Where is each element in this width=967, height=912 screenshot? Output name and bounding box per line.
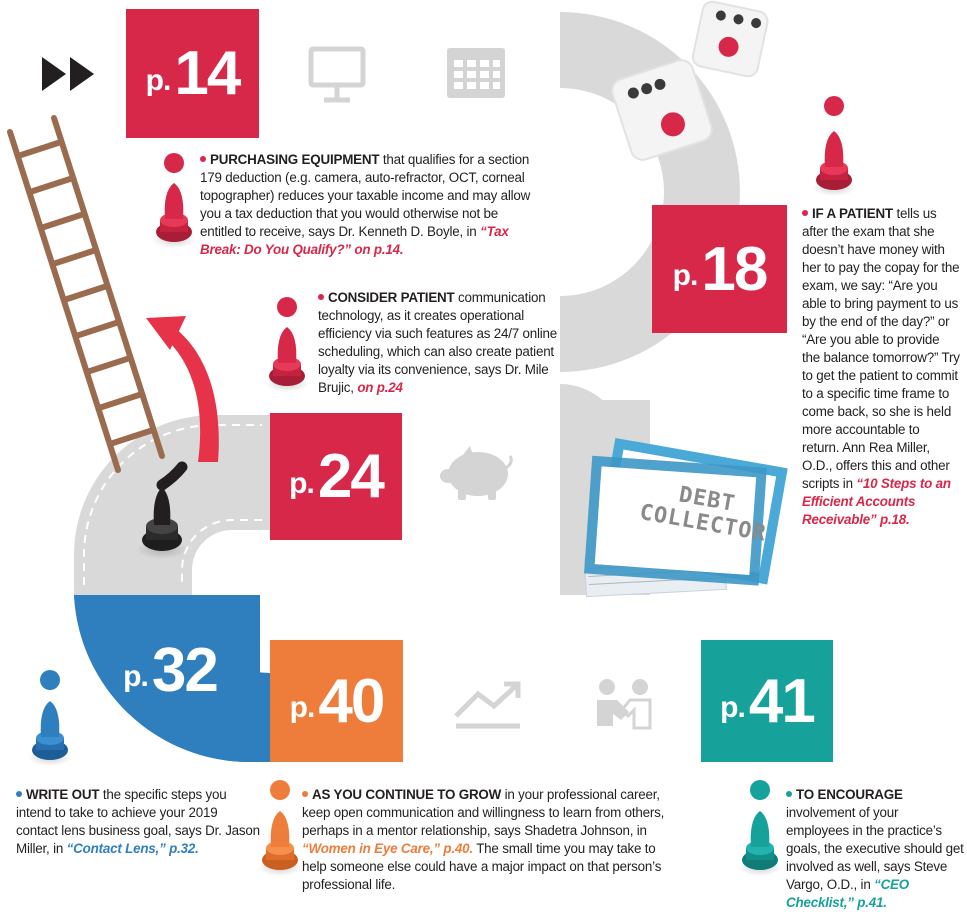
pawn-red-2 <box>265 297 309 392</box>
ref-if-a-patient: “10 Steps to an Efficient Accounts Receivable” p.18. <box>802 476 951 527</box>
lead-if-a-patient: IF A PATIENT <box>812 206 893 221</box>
ref-continue-to-grow: “Women in Eye Care,” p.40. <box>302 841 473 856</box>
bullet-teal <box>786 791 792 797</box>
calendar-icon <box>447 48 505 98</box>
trend-up-icon <box>456 684 520 726</box>
dice-icon <box>609 0 769 163</box>
ref-consider-patient: on p.24 <box>357 380 403 395</box>
bullet-red <box>200 156 206 162</box>
body-consider-patient: communication technology, as it creates operational efficiency via such features as 24/7 online scheduling, which can also create patient loyalty via its convenience, says Dr. Mile Brujic, <box>318 290 558 395</box>
block-to-encourage <box>786 786 964 912</box>
body-write-out: the specific steps you intend to take to achieve your 2019 contact lens business goal, says Dr. Jason Miller, in <box>16 787 260 856</box>
tile-p40-number: 40 <box>318 666 384 736</box>
body-if-a-patient: tells us after the exam that she doesn’t have money with her to pay the copay for the exam, we say: “Are you able to bring payment to us by the end of the day?” or “Are you able to provide the balance tomorrow?” Try to get the patient to commit to a specific time frame to come back, so she is held more accountable to return. Ann Rea Miller, O.D., offers this and other scripts in <box>802 206 960 491</box>
tile-p14 <box>126 9 259 138</box>
tile-p18-number: 18 <box>701 234 767 304</box>
lead-consider-patient: CONSIDER PATIENT <box>328 290 455 305</box>
block-purchasing-equipment <box>200 151 540 259</box>
pawn-red-1 <box>152 153 196 248</box>
ladder-icon <box>10 118 162 470</box>
pawn-blue <box>28 670 72 766</box>
tile-p41-prefix: p. <box>720 691 745 724</box>
tile-p14-prefix: p. <box>145 63 171 97</box>
tile-p32 <box>100 610 240 730</box>
bullet-orange <box>302 791 308 797</box>
block-consider-patient <box>318 289 558 397</box>
tile-p24 <box>270 413 402 540</box>
ref-to-encourage: “CEO Checklist,” p.41. <box>786 877 910 910</box>
tile-p40-prefix: p. <box>289 691 315 724</box>
tile-p32-prefix: p. <box>123 660 148 693</box>
debt-collector-label: DEBT COLLECTOR <box>637 482 769 547</box>
tile-p18 <box>652 205 787 333</box>
block-continue-to-grow <box>302 786 680 894</box>
tile-p40 <box>270 640 403 762</box>
body-purchasing-equipment: that qualifies for a section 179 deduction (e.g. camera, auto-refractor, OCT, corneal topographer) reduces your taxable income and may allow you a tax deduction that you would otherwise not be entitled to receive, says Dr. Kenneth D. Boyle, in <box>200 152 531 239</box>
tile-p24-number: 24 <box>317 442 383 511</box>
block-write-out <box>16 786 261 858</box>
tile-p32-number: 32 <box>151 635 217 705</box>
board-path-left-corner <box>74 415 270 595</box>
tile-p41 <box>701 640 833 762</box>
pawn-orange <box>258 780 302 876</box>
ref-write-out: “Contact Lens,” p.32. <box>66 841 199 856</box>
piggy-bank-icon <box>440 446 511 500</box>
tile-p24-prefix: p. <box>289 466 314 500</box>
handshake-icon <box>597 679 650 728</box>
body-to-encourage: involvement of your employees in the practice’s goals, the executive should get involved as well, says Steve Vargo, O.D., in <box>786 805 964 892</box>
tail-continue-to-grow: The small time you may take to help someone else could have a major impact on that person’s professional life. <box>302 841 662 892</box>
lead-purchasing-equipment: PURCHASING EQUIPMENT <box>210 152 380 167</box>
lead-to-encourage: TO ENCOURAGE <box>796 787 903 802</box>
tile-p18-prefix: p. <box>672 259 698 292</box>
ref-purchasing-equipment: “Tax Break: Do You Qualify?” on p.14. <box>200 224 509 257</box>
lead-continue-to-grow: AS YOU CONTINUE TO GROW <box>312 787 502 802</box>
bullet-blue <box>16 791 22 797</box>
bullet-red <box>318 294 324 300</box>
tile-p14-number: 14 <box>174 39 240 108</box>
bullet-red <box>802 210 808 216</box>
fast-forward-icon <box>42 57 94 91</box>
body-continue-to-grow: in your professional career, keep open communication and willingness to learn from others, perhaps in a mentor relationship, says Shadetra Johnson, in <box>302 787 665 838</box>
block-if-a-patient <box>802 205 960 529</box>
pawn-teal <box>738 780 782 876</box>
monitor-icon <box>311 49 363 100</box>
lead-write-out: WRITE OUT <box>26 787 100 802</box>
tile-p41-number: 41 <box>748 666 814 736</box>
pawn-red-3 <box>812 96 856 196</box>
